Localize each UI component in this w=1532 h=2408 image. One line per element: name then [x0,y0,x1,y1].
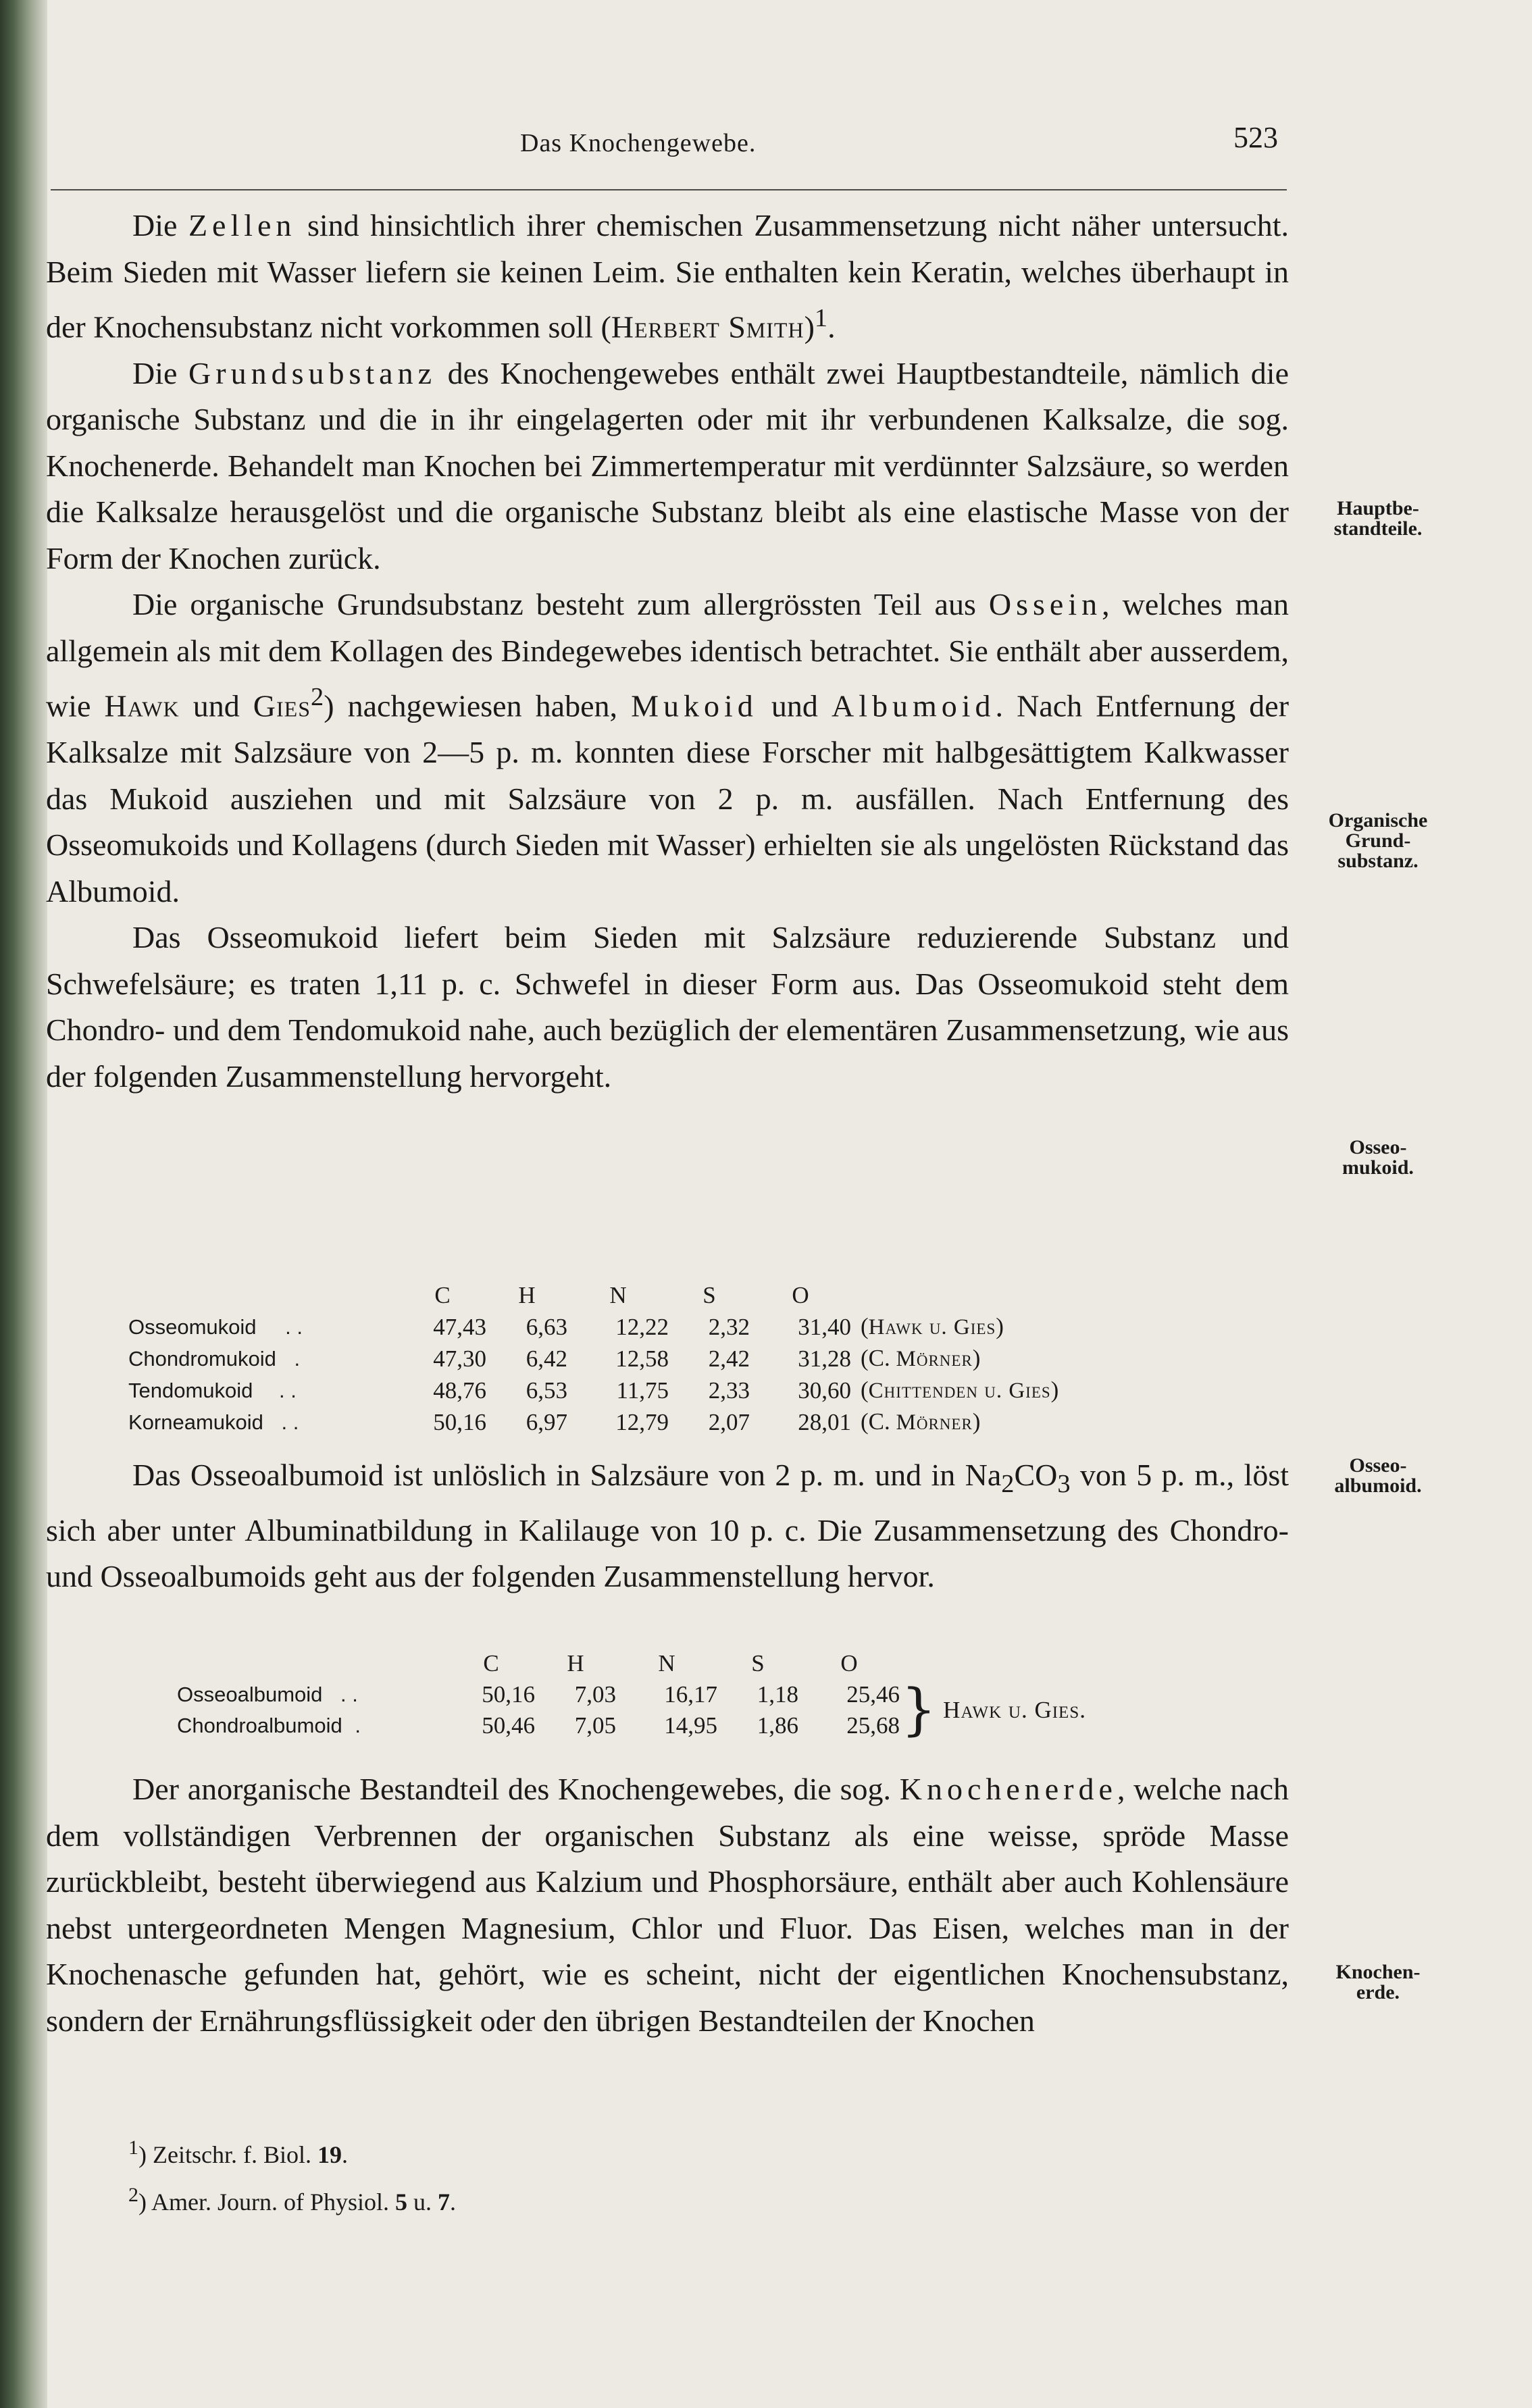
paragraph-knochenerde [46,1766,1289,2044]
margin-note-text: Osseo- albumoid. [1334,1454,1422,1497]
value-o: 31,40 [798,1313,851,1340]
source-text: ) [1050,1377,1059,1403]
text-run: Die organische Grundsubstanz besteht zum allergrössten Teil aus [132,587,989,622]
source-text: (C. [861,1345,896,1371]
value-s: 2,42 [708,1345,750,1372]
table-row [128,1406,1058,1438]
value-n: 12,58 [615,1345,669,1372]
margin-note-text: Organische Grund- substanz. [1328,809,1428,872]
footnote-text: . [341,2141,348,2168]
table-corner [177,1648,447,1679]
main-text-continued [46,1452,1289,1600]
leader-dots: . . [279,1378,297,1402]
value-s: 1,86 [757,1712,798,1739]
value-c: 50,16 [433,1408,486,1435]
author-name: Hawk [104,688,180,723]
value-h: 7,03 [574,1681,616,1708]
value-o: 25,68 [846,1712,900,1739]
paragraph-zellen [46,203,1289,351]
footnote-1: $^1$) Zeitschr. f. Biol. 19. [128,2136,348,2168]
footnote-volume: 7 [438,2188,451,2215]
column-header: S [703,1282,716,1308]
column-header: S [751,1650,765,1676]
footnote-text: Zeitschr. f. Biol. [153,2141,317,2168]
source-text: (C. [861,1408,896,1435]
value-n: 12,79 [615,1408,669,1435]
value-n: 14,95 [664,1712,717,1739]
margin-note-osseoalbumoid [1307,1456,1449,1496]
substance-name [128,1375,399,1406]
source-cell [851,1311,1058,1343]
value-s: 2,33 [708,1377,750,1404]
author-name: Herbert Smith [611,309,805,344]
column-header: N [609,1282,627,1308]
column-header: H [518,1282,536,1308]
text-run: . Nach Entfernung der Kalksalze mit Salzsäure von 2—5 p. m. konnten diese Forscher mit halbgesättigtem Kalkwasser das Mukoid ausziehen und mit Salzsäure von 2 p. m. ausfällen. Nach Entfernung des Osseomukoids und Kollagens (durch Sieden mit Wasser) erhielten sie als ungelösten Rückstand das Albumoid. [46,688,1290,908]
text-run: Die [132,208,188,242]
source-cell [851,1375,1058,1406]
main-text [46,203,1289,1100]
table-row [128,1343,1058,1375]
mukoid-composition-table [128,1280,1277,1438]
text-run: von 5 p. m., löst sich aber unter Albuminatbildung in Kalilauge von 10 p. c. Die Zusammensetzung des Chondro- und Osseoalbumoids geht aus der folgenden Zusammenstellung hervor. [46,1458,1289,1594]
paragraph-osseoalbumoid [46,1452,1289,1600]
table-header-row [128,1280,1058,1311]
text-run: ) [804,309,815,344]
source-text: ( [861,1377,869,1403]
value-h: 6,97 [526,1408,567,1435]
text-run: Das Osseoalbumoid ist unlöslich in Salzsäure von 2 p. m. und in Na [132,1458,1002,1492]
name-text: Osseomukoid [128,1314,257,1339]
source-author: Hawk u. Gies. [943,1697,1086,1723]
text-run: des Knochengewebes enthält zwei Hauptbestandteile, nämlich die organische Substanz und die in ihr eingelagerten oder mit ihr verbundenen Kalksalze, die sog. Knochenerde. Behandelt man Knochen bei Zimmertemperatur mit verdünnter Salzsäure, so werden die Kalksalze herausgelöst und die organische Substanz bleibt als eine elastische Masse von der Form der Knochen zurück. [46,355,1289,575]
source-author: Mörner [896,1410,973,1435]
value-h: 6,42 [526,1345,567,1372]
substance-name [128,1406,399,1438]
value-h: 7,05 [574,1712,616,1739]
source-text: ( [861,1313,869,1339]
grouping-brace: } [901,1678,937,1742]
table-row [128,1311,1058,1343]
margin-note-hauptbestandteile [1307,498,1449,539]
value-s: 1,18 [757,1681,798,1708]
value-c: 50,46 [482,1712,535,1739]
column-header: H [567,1650,584,1676]
table-header-row [177,1648,1086,1679]
source-author: Hawk u. Gies [868,1315,996,1339]
footnote-mark: 2 [128,2184,138,2206]
emphasis-term: Zellen [188,208,297,242]
value-c: 47,30 [433,1345,486,1372]
value-s: 2,07 [708,1408,750,1435]
name-text: Osseoalbumoid [177,1683,323,1706]
footnote-text: u. [407,2188,438,2215]
value-n: 16,17 [664,1681,717,1708]
name-text: Chondromukoid [128,1346,276,1370]
column-header: C [483,1650,499,1676]
margin-note-text: Knochen- erde. [1335,1961,1421,2003]
leader-dots: . [355,1714,361,1737]
column-header: O [792,1282,809,1308]
text-run: Die [132,355,189,390]
value-h: 6,53 [526,1377,567,1404]
leader-dots: . [294,1346,301,1370]
footnote-volume: 5 [395,2188,408,2215]
footnote-2: $^2$) Amer. Journ. of Physiol. 5 u. 7. [128,2184,457,2215]
column-header: O [840,1650,858,1676]
column-header-empty [936,1648,1086,1679]
value-c: 48,76 [433,1377,486,1404]
footnote-text: Amer. Journ. of Physiol. [151,2188,396,2215]
footnote-ref: 2 [311,683,324,712]
name-text: Tendomukoid [128,1378,253,1402]
source-text: ) [972,1408,981,1435]
text-run: , welche nach dem vollständigen Verbrennen der organischen Substanz als eine weisse, spröde Masse zurückbleibt, besteht überwiegend aus Kalzium und Phosphorsäure, enthält aber auch Kohlensäure nebst untergeordneten Mengen Magnesium, Chlor und Fluor. Das Eisen, welches man in der Knochenasche gefunden hat, gehört, wie es scheint, nicht der eigentlichen Knochensubstanz, sondern der Ernährungsflüssigkeit oder den übrigen Bestandteilen der Knochen [46,1772,1289,2038]
source-cell [851,1406,1058,1438]
name-text: Korneamukoid [128,1410,263,1434]
text-run: Der anorganische Bestandteil des Knochengewebes, die sog. [132,1772,900,1806]
main-text-final [46,1766,1289,2044]
value-c: 47,43 [433,1313,486,1340]
header-rule [51,189,1287,190]
running-title: Das Knochengewebe. [520,129,757,157]
value-n: 11,75 [616,1377,669,1404]
paragraph-ossein [46,582,1289,915]
value-h: 6,63 [526,1313,567,1340]
page-number: 523 [1233,121,1278,154]
text-run: und [179,688,253,723]
name-text: Chondroalbumoid [177,1714,342,1737]
emphasis-term: Grundsubstanz [188,355,436,390]
value-s: 2,32 [708,1313,750,1340]
footnote-ref: 1 [814,304,828,332]
subscript: 2 [1001,1470,1015,1499]
substance-name [128,1311,399,1343]
table-row [128,1375,1058,1406]
paragraph-osseomukoid: Das Osseomukoid liefert beim Sieden mit Salzsäure reduzierende Substanz und Schwefelsäure; es traten 1,11 p. c. Schwefel in dieser Form aus. Das Osseomukoid steht dem Chondro- und dem Tendomukoid nahe, auch bezüglich der elementären Zusammensetzung, wie aus der folgenden Zusammenstellung hervorgeht. [46,920,1289,1094]
emphasis-term: Knochenerde [899,1772,1117,1806]
value-o: 31,28 [798,1345,851,1372]
text-run: und [757,688,832,723]
leader-dots: . . [340,1683,358,1706]
footnote-mark: 1 [128,2136,138,2159]
footnotes [128,2128,1074,2222]
value-o: 25,46 [846,1681,900,1708]
margin-note-knochenerde [1307,1962,1449,2003]
column-header: C [434,1282,451,1308]
author-name: Gies [253,688,311,723]
footnote-text: . [450,2188,457,2215]
margin-note-text: Hauptbe- standteile. [1333,497,1423,540]
paragraph-grundsubstanz [46,351,1289,582]
margin-note-text: Osseo- mukoid. [1342,1136,1414,1179]
source-cell [936,1679,1086,1741]
substance-name [177,1710,447,1741]
leader-dots: . . [281,1410,299,1434]
emphasis-term: Albumoid [831,688,996,723]
margin-note-osseomukoid [1307,1137,1449,1178]
value-o: 30,60 [798,1377,851,1404]
source-author: Mörner [896,1347,973,1371]
column-header-empty [851,1280,1058,1311]
column-header-empty [900,1648,936,1679]
text-run: CO [1014,1458,1058,1492]
source-author: Chittenden u. Gies [868,1379,1051,1403]
source-cell [851,1343,1058,1375]
text-run: sind hinsichtlich ihrer chemischen Zusammensetzung nicht näher untersucht. Beim Sieden mit Wasser liefern sie keinen Leim. Sie enthalten kein Keratin, welches überhaupt in der Knochensubstanz nicht vorkommen soll ( [46,208,1289,344]
emphasis-term: Ossein [988,587,1102,622]
substance-name [177,1679,447,1710]
value-o: 28,01 [798,1408,851,1435]
value-n: 12,22 [615,1313,669,1340]
substance-name [128,1343,399,1375]
footnote-volume: 19 [317,2141,342,2168]
text-run: , welches man allgemein als mit dem Kollagen des Bindegewebes identisch betrachtet. Sie enthält aber ausserdem, wie [46,587,1289,723]
leader-dots: . . [285,1314,303,1339]
margin-note-grundsubstanz [1307,811,1449,871]
value-c: 50,16 [482,1681,535,1708]
table-row [177,1679,1086,1710]
source-text: ) [972,1345,981,1371]
source-text: ) [996,1313,1004,1339]
subscript: 3 [1057,1470,1071,1499]
albumoid-composition-table [177,1648,1190,1741]
table-corner [128,1280,399,1311]
text-run: . [827,309,836,344]
text-run: ) nachgewiesen haben, [324,688,632,723]
emphasis-term: Mukoid [631,688,758,723]
column-header: N [658,1650,675,1676]
